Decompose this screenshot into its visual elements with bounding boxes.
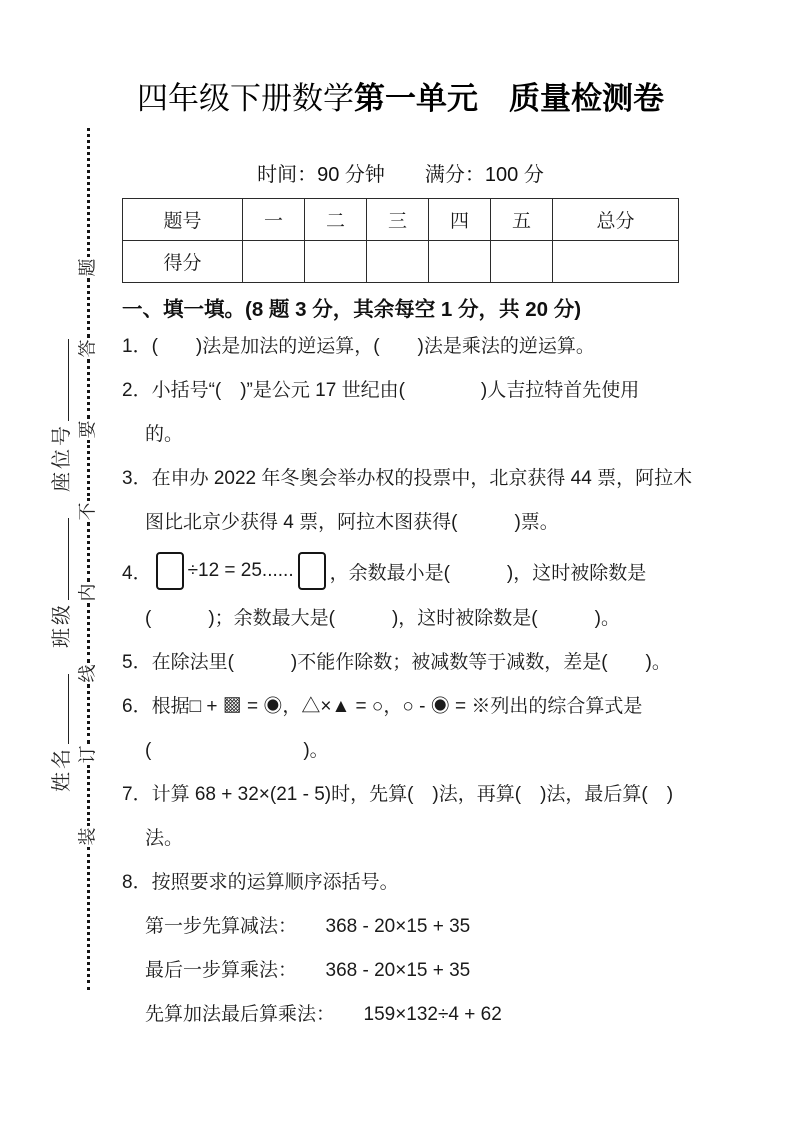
question-4-tail: ，余数最小是( )，这时被除数是 <box>329 562 647 584</box>
class-blank-line <box>67 518 69 600</box>
answer-box <box>156 552 184 590</box>
binding-dotted-segment <box>87 128 90 257</box>
question-4-line-1 <box>122 545 679 597</box>
binding-char: 题 <box>77 258 98 277</box>
score-header-cell: 三 <box>367 199 429 241</box>
score-cell-empty <box>553 241 679 283</box>
binding-dotted-segment <box>87 522 90 582</box>
binding-char: 答 <box>77 339 98 358</box>
binding-char: 不 <box>77 502 98 521</box>
score-table-score-row <box>123 241 679 283</box>
score-cell-empty <box>243 241 305 283</box>
binding-dotted-segment <box>87 684 90 744</box>
score-cell-empty <box>367 241 429 283</box>
score-cell-empty <box>491 241 553 283</box>
binding-dotted-segment <box>87 847 90 990</box>
answer-box <box>298 552 326 590</box>
question-8-sub-1: 第一步先算减法： 368 - 20×15 + 35 <box>145 916 471 937</box>
binding-dotted-segment <box>87 765 90 825</box>
question-7-line-2: 法。 <box>145 828 184 849</box>
score-cell-empty <box>305 241 367 283</box>
student-info-labels <box>36 260 74 792</box>
time-score-meta: 时间：90 分钟 满分：100 分 <box>257 164 544 186</box>
binding-char: 装 <box>77 827 98 846</box>
title-prefix: 四年级下册数学 <box>137 81 354 116</box>
name-label: 姓名 <box>51 746 73 792</box>
question-8-sub-2: 最后一步算乘法： 368 - 20×15 + 35 <box>145 960 471 981</box>
question-1: 1．( )法是加法的逆运算，( )法是乘法的逆运算。 <box>122 336 595 357</box>
binding-dotted-segment <box>87 359 90 419</box>
binding-char: 内 <box>77 583 98 602</box>
question-4-line-2: ( )；余数最大是( )，这时被除数是( )。 <box>145 608 620 629</box>
title-main: 第一单元 质量检测卷 <box>354 81 664 116</box>
section-1-heading: 一、填一填。(8 题 3 分，其余每空 1 分，共 20 分) <box>122 298 582 321</box>
class-label: 班级 <box>51 602 73 648</box>
binding-char: 要 <box>77 420 98 439</box>
question-3-line-2: 图比北京少获得 4 票，阿拉木图获得( )票。 <box>145 512 559 533</box>
question-2-line-1: 2．小括号“( )”是公元 17 世纪由( )人吉拉特首先使用 <box>122 380 640 401</box>
score-header-cell: 总分 <box>553 199 679 241</box>
score-table-header-row <box>123 199 679 241</box>
binding-dotted-segment <box>87 440 90 500</box>
page-title <box>122 80 679 118</box>
question-8-sub-3: 先算加法最后算乘法： 159×132÷4 + 62 <box>145 1004 502 1025</box>
question-6-line-1: 6．根据□ + ▩ = ◉，△×▲ = ○，○ - ◉ = ※列出的综合算式是 <box>122 696 643 717</box>
name-blank-line <box>67 674 69 744</box>
question-4-expression: ÷12 = 25...... <box>187 560 294 581</box>
score-header-cell: 五 <box>491 199 553 241</box>
question-7-line-1: 7．计算 68 + 32×(21 - 5)时，先算( )法，再算( )法，最后算( ) <box>122 784 674 805</box>
binding-char: 订 <box>77 745 98 764</box>
main-content <box>122 80 693 1037</box>
score-header-cell: 一 <box>243 199 305 241</box>
score-header-cell: 题号 <box>123 199 243 241</box>
binding-char: 线 <box>77 664 98 683</box>
score-header-cell: 四 <box>429 199 491 241</box>
seat-number-blank-line <box>67 339 69 421</box>
score-row-label: 得分 <box>123 241 243 283</box>
score-table <box>122 198 679 283</box>
question-6-line-2: ( )。 <box>145 740 329 761</box>
binding-dotted-segment <box>87 278 90 338</box>
score-cell-empty <box>429 241 491 283</box>
seat-number-label: 座位号 <box>51 423 73 492</box>
binding-dotted-segment <box>87 603 90 663</box>
question-2-line-2: 的。 <box>145 424 184 445</box>
question-4-number: 4． <box>122 562 152 584</box>
question-5: 5．在除法里( )不能作除数；被减数等于减数，差是( )。 <box>122 652 671 673</box>
binding-line <box>79 128 97 990</box>
question-8-line-1: 8．按照要求的运算顺序添括号。 <box>122 872 399 893</box>
question-3-line-1: 3．在申办 2022 年冬奥会举办权的投票中，北京获得 44 票，阿拉木 <box>122 468 693 489</box>
score-header-cell: 二 <box>305 199 367 241</box>
